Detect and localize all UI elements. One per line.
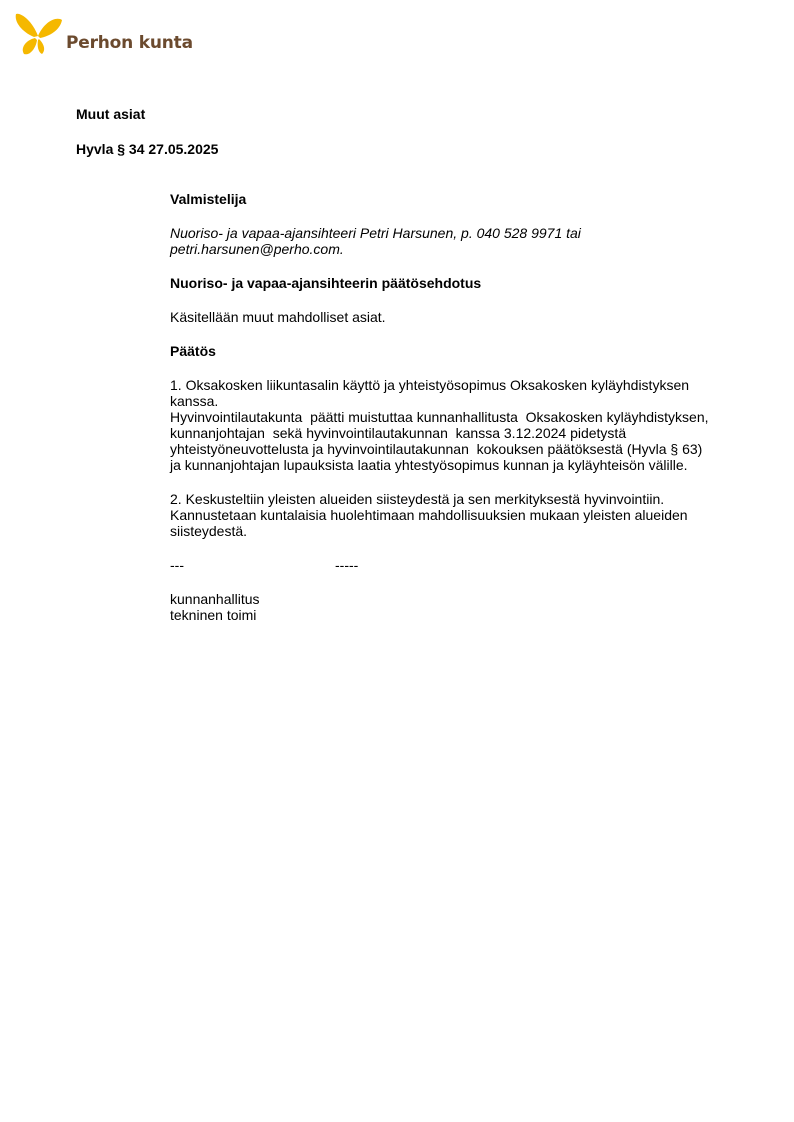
decision-item-1-line-5: yhteistyöneuvottelusta ja hyvinvointilautakunnan kokouksen päätöksestä (Hyvla § 63) [170, 441, 703, 457]
decision-item-1-line-4: kunnanjohtajan sekä hyvinvointilautakunnan kanssa 3.12.2024 pidetystä [170, 425, 627, 441]
decision-item-2-line-1: 2. Keskusteltiin yleisten alueiden siisteydestä ja sen merkityksestä hyvinvointiin. [170, 491, 665, 507]
separator-right: ----- [335, 557, 359, 573]
preparer-line-2: petri.harsunen@perho.com. [170, 241, 344, 257]
document-body [170, 191, 730, 623]
recipient-1: kunnanhallitus [170, 591, 260, 607]
butterfly-icon [14, 10, 64, 58]
proposal-text: Käsitellään muut mahdolliset asiat. [170, 309, 386, 325]
recipient-2: tekninen toimi [170, 607, 257, 623]
meeting-reference: Hyvla § 34 27.05.2025 [76, 141, 219, 157]
section-title: Muut asiat [76, 106, 146, 122]
decision-item-1-line-1: 1. Oksakosken liikuntasalin käyttö ja yhteistyösopimus Oksakosken kyläyhdistyksen [170, 377, 690, 393]
separator-left: --- [170, 557, 184, 573]
decision-item-1-line-3: Hyvinvointilautakunta päätti muistuttaa kunnanhallitusta Oksakosken kyläyhdistyksen, [170, 409, 709, 425]
decision-item-2-line-2: Kannustetaan kuntalaisia huolehtimaan mahdollisuuksien mukaan yleisten alueiden [170, 507, 688, 523]
decision-item-1-line-2: kanssa. [170, 393, 219, 409]
preparer-heading: Valmistelija [170, 191, 247, 207]
logo-text: Perhon kunta [66, 33, 193, 53]
decision-item-1-line-6: ja kunnanjohtajan lupauksista laatia yhtestyösopimus kunnan ja kyläyhteisön välille. [170, 457, 688, 473]
decision-heading: Päätös [170, 343, 216, 359]
preparer-line-1: Nuoriso- ja vapaa-ajansihteeri Petri Harsunen, p. 040 528 9971 tai [170, 225, 581, 241]
logo [14, 10, 193, 58]
proposal-heading: Nuoriso- ja vapaa-ajansihteerin päätösehdotus [170, 275, 482, 291]
decision-item-2-line-3: siisteydestä. [170, 523, 248, 539]
separator-row [170, 557, 730, 573]
